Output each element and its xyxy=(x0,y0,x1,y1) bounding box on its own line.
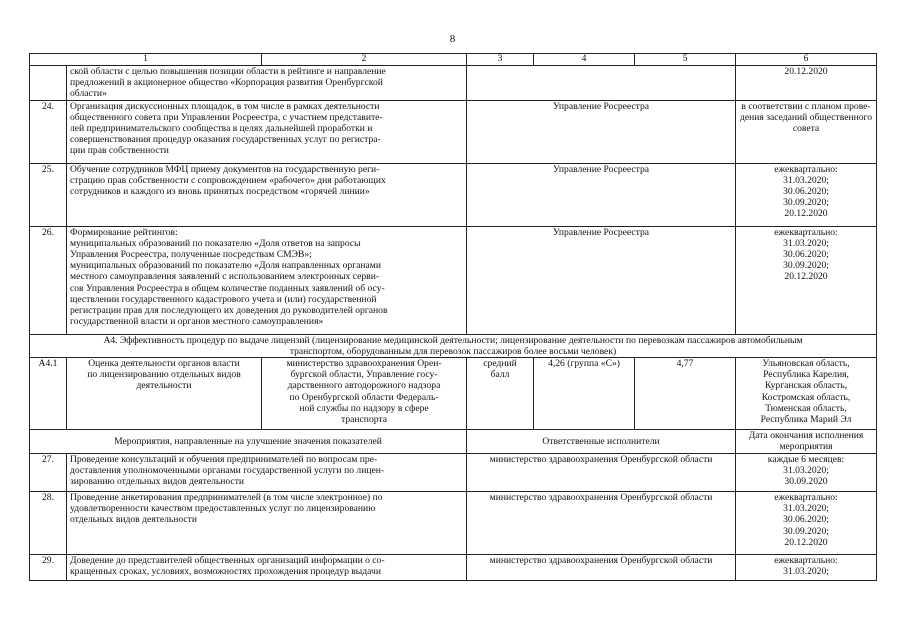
executor-cell: Управление Росреестра xyxy=(467,100,736,163)
header-col-3: 3 xyxy=(467,54,534,66)
measure-text: Проведение консультаций и обучения предпринимателей по вопросам пре- доставления уполномоченными органами государственной услуги по лицен- зированию отдельных видов деятельности xyxy=(67,454,467,492)
measure-text: Организация дискуссионных площадок, в том числе в рамках деятельности общественного совета при Управлении Росреестра, с участием представите- лей предпринимательского сообщества в целях дальнейшей проработки и совершенствования процедур оказания государственных услуг по регистра- ции прав собственности xyxy=(67,100,467,163)
deadline-cell: 20.12.2020 xyxy=(736,66,877,101)
measure-text: Доведение до представителей общественных организаций информации о со- кращенных сроках, условиях, возможностях прохождения процедур выдачи xyxy=(67,555,467,581)
row-number: 29. xyxy=(30,555,67,581)
plan-table xyxy=(29,53,877,581)
table-row xyxy=(30,454,877,492)
column-number-row xyxy=(30,54,877,66)
table-row xyxy=(30,555,877,581)
indicator-best-regions: Ульяновская область, Республика Карелия, Курганская область, Костромская область, Тюменская область, Республика Марий Эл xyxy=(736,358,877,430)
indicator-row xyxy=(30,358,877,430)
deadline-cell: ежеквартально: 31.03.2020; xyxy=(736,555,877,581)
executor-cell: министерство здравоохранения Оренбургской области xyxy=(467,555,736,581)
measure-text: Обучение сотрудников МФЦ приему документов на государственную реги- страцию прав собственности с сопровождением «рабочего» дня работающих сотрудников и каждого из вновь принятых посредством «горячей линии» xyxy=(67,163,467,226)
section-heading-row xyxy=(30,334,877,357)
measure-text: ской области с целью повышения позиции области в рейтинге и направление предложений в акционерное общество «Корпорация развития Оренбургской области» xyxy=(67,66,467,101)
deadline-cell: ежеквартально: 31.03.2020; 30.06.2020; 30.09.2020; 20.12.2020 xyxy=(736,226,877,334)
subheader-executors: Ответственные исполнители xyxy=(467,430,736,454)
deadline-cell: ежеквартально: 31.03.2020; 30.06.2020; 30.09.2020; 20.12.2020 xyxy=(736,163,877,226)
executor-cell: Управление Росреестра xyxy=(467,163,736,226)
executor-cell: министерство здравоохранения Оренбургской области xyxy=(467,454,736,492)
measure-text: Проведение анкетирования предпринимателей (в том числе электронное) по удовлетворенности качеством предоставленных услуг по лицензированию отдельных видов деятельности xyxy=(67,492,467,555)
row-number: 25. xyxy=(30,163,67,226)
subheader-measures: Мероприятия, направленные на улучшение значения показателей xyxy=(30,430,467,454)
deadline-cell: ежеквартально: 31.03.2020; 30.06.2020; 30.09.2020; 20.12.2020 xyxy=(736,492,877,555)
row-number xyxy=(30,66,67,101)
indicator-responsible: министерство здравоохранения Орен- бургской области, Управление госу- дарственного автодорожного надзора по Оренбургской области Федераль- ной службы по надзору в сфере транспорта xyxy=(262,358,467,430)
row-number: 24. xyxy=(30,100,67,163)
indicator-unit: средний балл xyxy=(467,358,534,430)
section-heading-a4: А4. Эффективность процедур по выдаче лицензий (лицензирование медицинской деятельности; лицензирование деятельности по перевозкам пассажиров автомобильным транспортом, оборудованным для перевозок пассажиров более восьми человек) xyxy=(30,334,877,357)
row-number: 26. xyxy=(30,226,67,334)
deadline-cell: каждые 6 месяцев: 31.03.2020; 30.09.2020 xyxy=(736,454,877,492)
indicator-name: Оценка деятельности органов власти по лицензированию отдельных видов деятельности xyxy=(67,358,262,430)
table-row xyxy=(30,492,877,555)
header-col-6: 6 xyxy=(736,54,877,66)
page-number: 8 xyxy=(449,33,456,45)
deadline-cell: в соответствии с планом прове- дения заседаний общественного совета xyxy=(736,100,877,163)
row-number: 28. xyxy=(30,492,67,555)
indicator-code: А4.1 xyxy=(30,358,67,430)
header-col-1: 1 xyxy=(30,54,262,66)
header-col-2: 2 xyxy=(262,54,467,66)
measure-text: Формирование рейтингов: муниципальных образований по показателю «Доля ответов на запросы Управления Росреестра, полученные посредствам СМЭВ»; муниципальных образований по показателю «Доля направленных органами местного самоуправления заявлений с использованием электронных серви- сов Управления Росреестра в общем количестве поданных заявлений об осу- ществлении государственного кадастрового учета и (или) государственной регистрации прав для последующего их доведения до руководителей органов государственной власти и органов местного самоуправления» xyxy=(67,226,467,334)
subheader-deadline: Дата окончания исполнения мероприятия xyxy=(736,430,877,454)
indicator-value-current: 4,26 (группа «С») xyxy=(534,358,635,430)
executor-cell: Управление Росреестра xyxy=(467,226,736,334)
table-row xyxy=(30,163,877,226)
executor-cell: министерство здравоохранения Оренбургской области xyxy=(467,492,736,555)
row-number: 27. xyxy=(30,454,67,492)
header-col-5: 5 xyxy=(635,54,736,66)
table-row xyxy=(30,100,877,163)
table-row xyxy=(30,66,877,101)
subheader-row xyxy=(30,430,877,454)
indicator-value-target: 4,77 xyxy=(635,358,736,430)
executor-cell xyxy=(467,66,736,101)
table-row xyxy=(30,226,877,334)
header-col-4: 4 xyxy=(534,54,635,66)
